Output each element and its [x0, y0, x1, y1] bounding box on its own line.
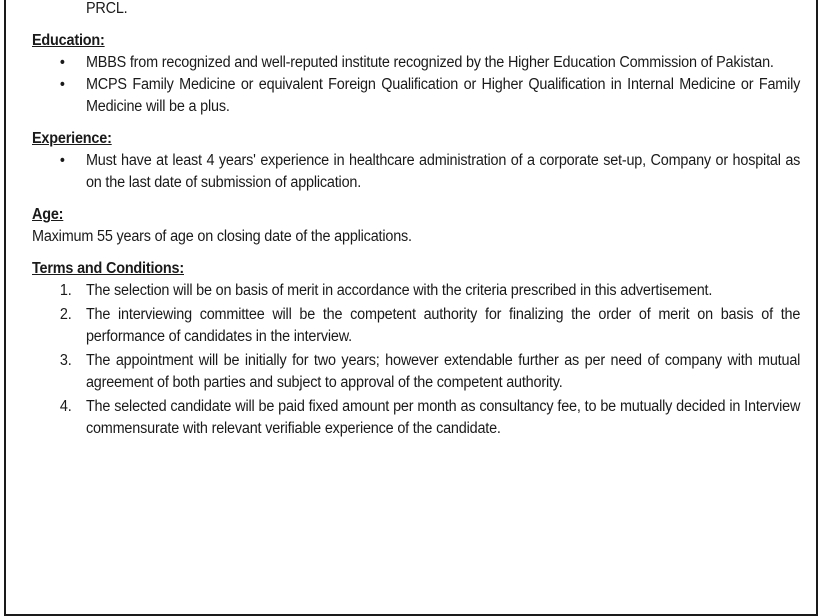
terms-list: [32, 280, 800, 440]
experience-heading: Experience:: [32, 130, 112, 147]
bullet-icon: •: [59, 152, 65, 169]
education-list: [32, 52, 800, 118]
prcl-fragment: PRCL.: [85, 0, 128, 17]
age-section: [32, 204, 800, 248]
bullet-icon: •: [59, 76, 65, 93]
experience-list: [32, 150, 800, 194]
bullet-icon: •: [59, 54, 65, 71]
list-item: 1. The selection will be on basis of merit in accordance with the criteria prescribed in this advertisement.: [59, 282, 713, 299]
list-item: 3. The appointment will be initially for two years; however extendable further as per need of company with mutual agreement of both parties and subject to approval of the competent authority.: [59, 352, 801, 391]
document-body: [32, 0, 801, 446]
terms-heading: Terms and Conditions:: [32, 260, 184, 277]
education-heading: Education:: [32, 32, 105, 49]
list-item: • MCPS Family Medicine or equivalent Foreign Qualification or Higher Qualification in Internal Medicine or Family Medicine will be a plus.: [59, 76, 801, 115]
age-text: Maximum 55 years of age on closing date of the applications.: [32, 228, 412, 245]
experience-section: [32, 128, 800, 194]
education-section: [32, 30, 800, 118]
list-item: 4. The selected candidate will be paid fixed amount per month as consultancy fee, to be mutually decided in Interview commensurate with relevant verifiable experience of the candidate.: [59, 398, 801, 437]
age-heading: Age:: [32, 206, 64, 223]
list-item: • Must have at least 4 years' experience in healthcare administration of a corporate set-up, Company or hospital as on the last date of submission of application.: [59, 152, 801, 191]
list-item: 2. The interviewing committee will be the competent authority for finalizing the order of merit on basis of the performance of candidates in the interview.: [59, 306, 801, 345]
list-item: • MBBS from recognized and well-reputed institute recognized by the Higher Education Commission of Pakistan.: [32, 52, 800, 74]
top-fragment: [32, 0, 800, 20]
terms-section: [32, 258, 800, 440]
